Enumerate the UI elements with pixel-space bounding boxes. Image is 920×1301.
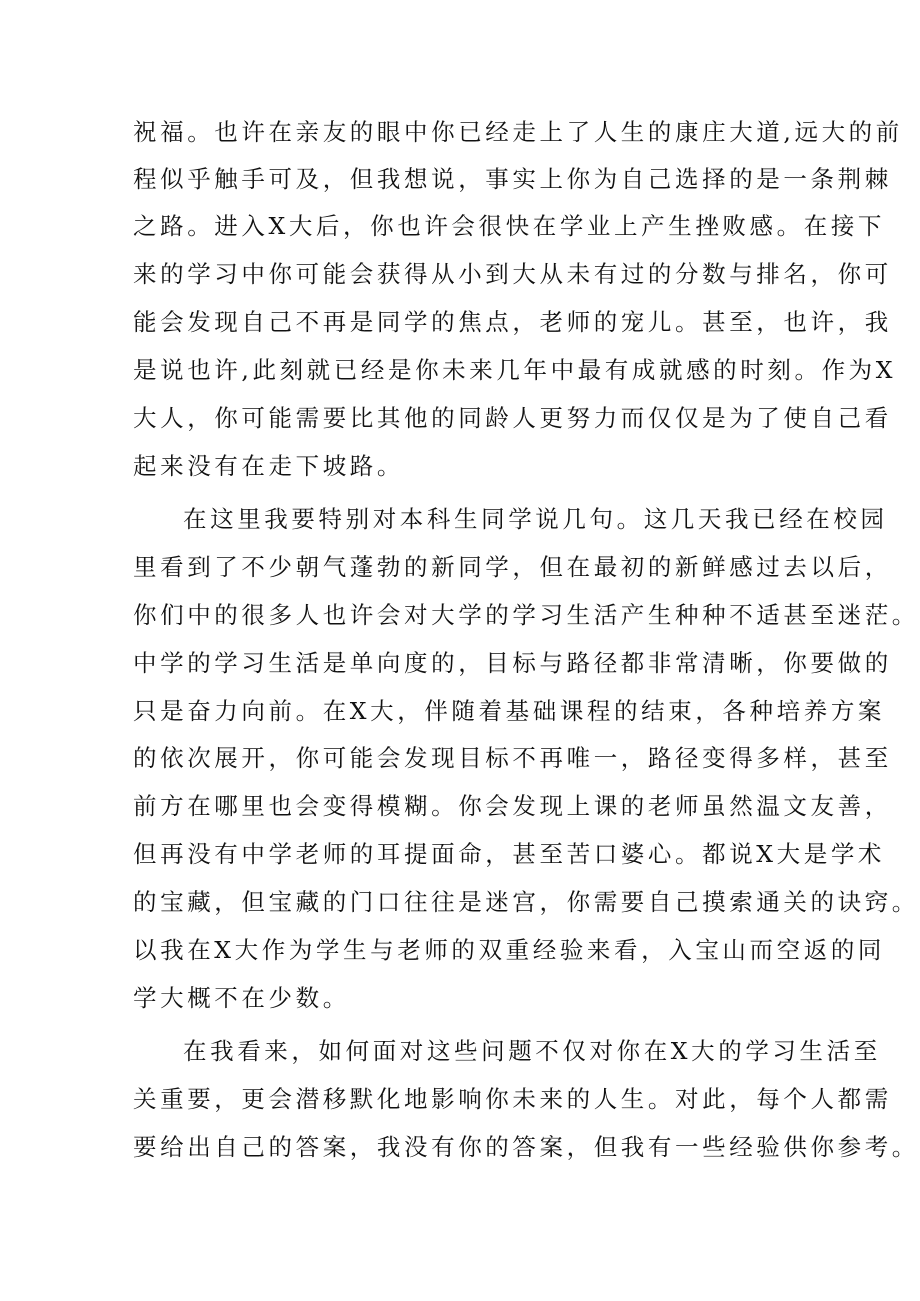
paragraph-1-line-6: 是说也许,此刻就已经是你未来几年中最有成就感的时刻。作为X	[133, 356, 897, 384]
paragraph-3-line-1: 在我看来，如何面对这些问题不仅对你在X大的学习生活至	[183, 1037, 881, 1065]
paragraph-2-line-2: 里看到了不少朝气蓬勃的新同学，但在最初的新鲜感过去以后，	[133, 553, 892, 581]
paragraph-1-line-4: 来的学习中你可能会获得从小到大从未有过的分数与排名，你可	[133, 260, 892, 288]
paragraph-3-line-2: 关重要，更会潜移默化地影响你未来的人生。对此，每个人都需	[133, 1085, 892, 1113]
paragraph-2-line-10: 以我在X大作为学生与老师的双重经验来看，入宝山而空返的同	[133, 936, 886, 964]
paragraph-2-line-7: 前方在哪里也会变得模糊。你会发现上课的老师虽然温文友善，	[133, 792, 892, 820]
paragraph-2-line-5: 只是奋力向前。在X大，伴随着基础课程的结束，各种培养方案	[133, 697, 886, 725]
paragraph-1-line-1: 祝福。也许在亲友的眼中你已经走上了人生的康庄大道,远大的前	[133, 118, 903, 146]
paragraph-1-line-2: 程似乎触手可及，但我想说，事实上你为自己选择的是一条荆棘	[133, 165, 892, 193]
paragraph-1-line-5: 能会发现自己不再是同学的焦点，老师的宠儿。甚至，也许，我	[133, 308, 892, 336]
paragraph-2-line-1: 在这里我要特别对本科生同学说几句。这几天我已经在校园	[183, 505, 888, 533]
paragraph-2-line-6: 的依次展开，你可能会发现目标不再唯一，路径变得多样，甚至	[133, 744, 892, 772]
paragraph-2-line-11: 学大概不在少数。	[133, 984, 350, 1012]
paragraph-2-line-4: 中学的学习生活是单向度的，目标与路径都非常清晰，你要做的	[133, 649, 892, 677]
paragraph-1-line-8: 起来没有在走下坡路。	[133, 452, 404, 480]
paragraph-1-line-7: 大人，你可能需要比其他的同龄人更努力而仅仅是为了使自己看	[133, 404, 892, 432]
paragraph-1-line-3: 之路。进入X大后，你也许会很快在学业上产生挫败感。在接下	[133, 212, 886, 240]
paragraph-2-line-8: 但再没有中学老师的耳提面命，甚至苦口婆心。都说X大是学术	[133, 840, 886, 868]
paragraph-2-line-9: 的宝藏，但宝藏的门口往往是迷宫，你需要自己摸索通关的诀窍。	[133, 888, 919, 916]
paragraph-3-line-3: 要给出自己的答案，我没有你的答案，但我有一些经验供你参考。	[133, 1133, 919, 1161]
paragraph-2-line-3: 你们中的很多人也许会对大学的学习生活产生种种不适甚至迷茫。	[133, 601, 919, 629]
